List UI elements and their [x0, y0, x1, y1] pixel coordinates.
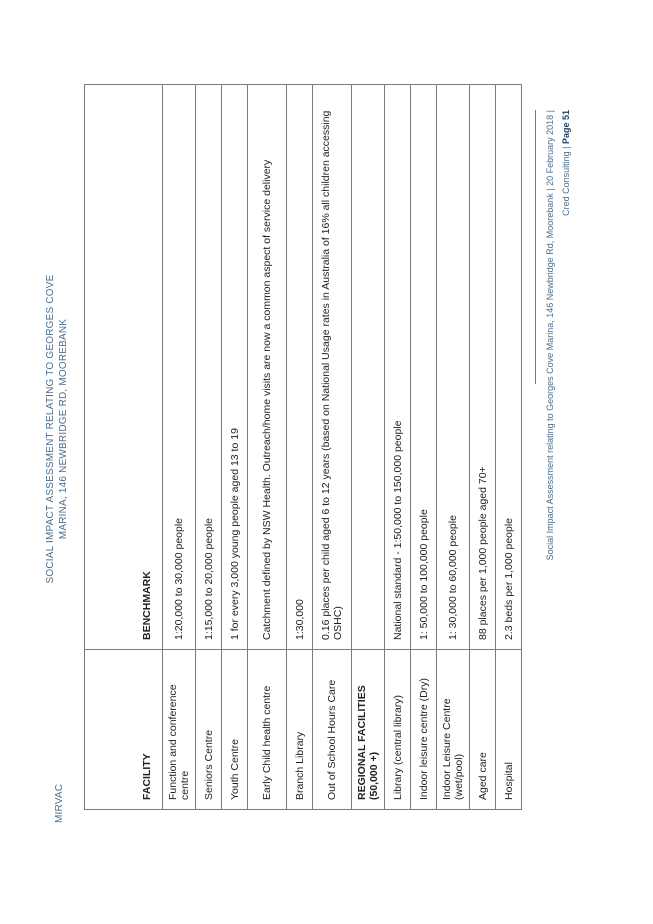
footer-consultant: Cred Consulting | — [561, 144, 571, 216]
table-row — [411, 85, 437, 810]
facility-cell: Function and conference centre — [163, 650, 196, 810]
document-title — [44, 264, 70, 594]
section-heading: REGIONAL FACILITIES (50,000 +) — [352, 650, 385, 810]
facility-cell: Seniors Centre — [196, 650, 222, 810]
table-row — [196, 85, 222, 810]
benchmark-cell: Catchment defined by NSW Health. Outreach/home visits are now a common aspect of service delivery — [248, 85, 287, 650]
table-row — [470, 85, 496, 810]
facility-cell: Early Child health centre — [248, 650, 287, 810]
benchmark-cell: 0.16 places per child aged 6 to 12 years (based on National Usage rates in Australia of 16% all children accessing OSHC) — [313, 85, 352, 650]
footer-divider — [535, 110, 536, 384]
benchmark-cell: 2.3 beds per 1,000 people — [496, 85, 522, 650]
footer-line: Social Impact Assessment relating to Georges Cove Marina, 146 Newbridge Rd, Moorebank | 20 February 2018 | — [545, 110, 555, 561]
benchmark-cell: 1:20,000 to 30,000 people — [163, 85, 196, 650]
table-row — [248, 85, 287, 810]
section-heading-blank — [352, 85, 385, 650]
benchmark-cell: 88 places per 1,000 people aged 70+ — [470, 85, 496, 650]
document-title-line1: SOCIAL IMPACT ASSESSMENT RELATING TO GEORGES COVE — [45, 274, 56, 584]
table-row — [163, 85, 196, 810]
facility-cell: Library (central library) — [385, 650, 411, 810]
document-title-line2: MARINA, 146 NEWBRIDGE RD, MOOREBANK — [58, 318, 69, 540]
facility-cell: Branch Library — [287, 650, 313, 810]
table-row — [313, 85, 352, 810]
table-header-row — [85, 85, 163, 810]
table-row — [222, 85, 248, 810]
company-name: MIRVAC — [54, 783, 65, 823]
facility-cell: Aged care — [470, 650, 496, 810]
benchmark-cell: 1:30,000 — [287, 85, 313, 650]
page-number: Page 51 — [561, 110, 571, 145]
benchmark-cell: 1: 50,000 to 100,000 people — [411, 85, 437, 650]
header-facility: FACILITY — [85, 650, 163, 810]
table-row — [385, 85, 411, 810]
facility-cell: Youth Centre — [222, 650, 248, 810]
benchmark-table — [84, 84, 522, 810]
facility-cell: Indoor leisure centre (Dry) — [411, 650, 437, 810]
benchmark-cell: National standard - 1:50,000 to 150,000 people — [385, 85, 411, 650]
header-benchmark: BENCHMARK — [85, 85, 163, 650]
facility-cell: Indoor Leisure Centre (wet/pool) — [437, 650, 470, 810]
benchmark-cell: 1:15,000 to 20,000 people — [196, 85, 222, 650]
table-row — [496, 85, 522, 810]
benchmark-cell: 1 for every 3,000 young people aged 13 to 19 — [222, 85, 248, 650]
table-row — [437, 85, 470, 810]
section-heading-row — [352, 85, 385, 810]
facility-cell: Hospital — [496, 650, 522, 810]
facility-cell: Out of School Hours Care — [313, 650, 352, 810]
footer-page-line — [559, 110, 573, 680]
benchmark-cell: 1: 30,000 to 60,000 people — [437, 85, 470, 650]
table-row — [287, 85, 313, 810]
